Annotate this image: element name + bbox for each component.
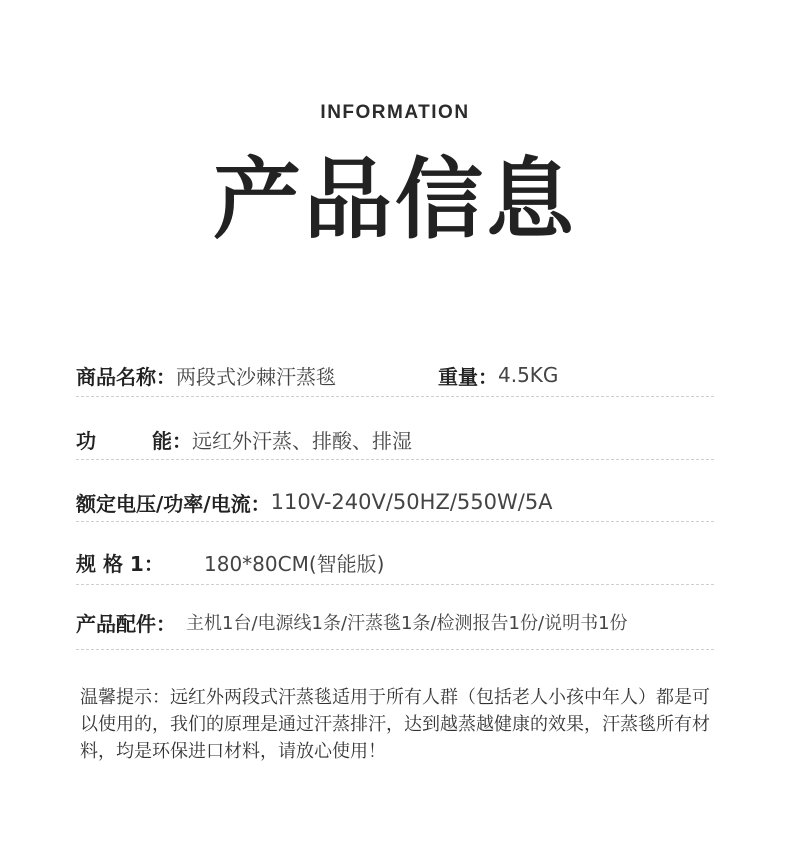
accessories-value: 主机1台/电源线1条/汗蒸毯1条/检测报告1份/说明书1份: [186, 613, 628, 634]
spec-row-name: [76, 358, 714, 392]
spec-row-power: [76, 485, 714, 519]
divider: [76, 459, 714, 460]
divider: [76, 521, 714, 522]
section-eyebrow: INFORMATION: [320, 102, 470, 123]
weight-label: 重量：: [438, 364, 498, 389]
spec-row-accessories: [76, 605, 714, 639]
power-value: 110V-240V/50HZ/550W/5A: [270, 490, 553, 514]
product-name-label: 商品名称：: [76, 364, 176, 389]
divider: [76, 649, 714, 650]
product-name-value: 两段式沙棘汗蒸毯: [176, 364, 336, 389]
power-label: 额定电压/功率/电流：: [76, 491, 271, 516]
divider: [76, 584, 714, 585]
function-label-part1: 功: [76, 428, 96, 453]
function-value: 远红外汗蒸、排酸、排湿: [192, 428, 412, 453]
spec-row-function: [76, 422, 714, 456]
function-label-part2: 能：: [152, 428, 192, 453]
spec-row-size: [76, 545, 714, 579]
accessories-label: 产品配件：: [76, 611, 176, 636]
size-label: 规 格 1：: [76, 551, 164, 576]
divider: [76, 396, 714, 397]
tip-paragraph: 温馨提示：远红外两段式汗蒸毯适用于所有人群（包括老人小孩中年人）都是可以使用的，我们的原理是通过汗蒸排汗，达到越蒸越健康的效果，汗蒸毯所有材料，均是环保进口材料，请放心使用！: [80, 687, 710, 762]
page-title: 产品信息: [212, 148, 577, 251]
weight-value: 4.5KG: [498, 363, 559, 387]
size-value: 180*80CM(智能版): [204, 551, 385, 576]
